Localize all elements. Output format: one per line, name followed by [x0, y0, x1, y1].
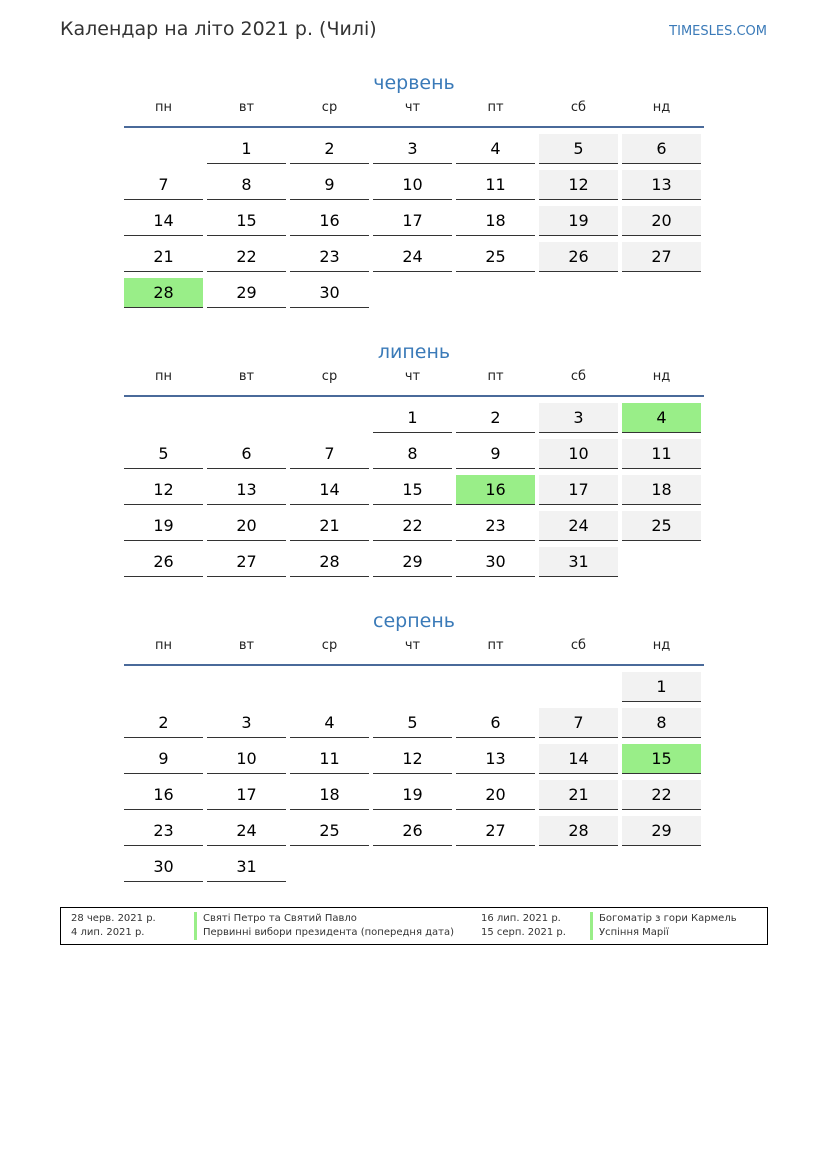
day-cell: 28 — [539, 816, 618, 846]
day-cell: 7 — [290, 439, 369, 469]
week-row — [124, 778, 704, 814]
weekday-label: пн — [155, 369, 172, 384]
day-cell: 2 — [456, 403, 535, 433]
day-cell: 23 — [290, 242, 369, 272]
day-cell: 20 — [207, 511, 286, 541]
holiday-day-cell: 15 — [622, 744, 701, 774]
day-cell: 10 — [373, 170, 452, 200]
weekday-header — [124, 367, 704, 397]
day-cell: 14 — [124, 206, 203, 236]
day-cell: 25 — [290, 816, 369, 846]
weekday-label: чт — [404, 638, 421, 653]
day-cell: 19 — [124, 511, 203, 541]
weekday-label: пн — [155, 638, 172, 653]
day-cell: 25 — [456, 242, 535, 272]
weekday-label: пт — [487, 638, 504, 653]
day-cell: 13 — [622, 170, 701, 200]
day-cell: 26 — [539, 242, 618, 272]
empty-cell — [207, 672, 286, 702]
weekday-label: сб — [570, 100, 587, 115]
day-cell: 22 — [207, 242, 286, 272]
day-cell: 2 — [124, 708, 203, 738]
weekday-label: ср — [321, 369, 338, 384]
day-cell: 23 — [124, 816, 203, 846]
day-cell: 30 — [456, 547, 535, 577]
week-row — [124, 742, 704, 778]
month-title: липень — [377, 341, 451, 363]
day-cell: 5 — [539, 134, 618, 164]
legend-date: 16 лип. 2021 р. — [481, 913, 561, 924]
day-cell: 6 — [456, 708, 535, 738]
day-cell: 12 — [124, 475, 203, 505]
week-row — [124, 132, 704, 168]
weekday-label: чт — [404, 369, 421, 384]
empty-cell — [622, 547, 701, 577]
site-link[interactable]: TIMESLES.COM — [669, 24, 767, 39]
legend-date: 4 лип. 2021 р. — [71, 927, 145, 938]
day-cell: 1 — [207, 134, 286, 164]
empty-cell — [456, 278, 535, 308]
day-cell: 10 — [539, 439, 618, 469]
day-cell: 5 — [124, 439, 203, 469]
empty-cell — [290, 403, 369, 433]
day-cell: 15 — [373, 475, 452, 505]
day-cell: 11 — [456, 170, 535, 200]
day-cell: 21 — [124, 242, 203, 272]
day-cell: 4 — [456, 134, 535, 164]
weekday-header — [124, 98, 704, 128]
day-cell: 4 — [290, 708, 369, 738]
week-row — [124, 670, 704, 706]
month-calendar — [124, 68, 704, 312]
empty-cell — [456, 852, 535, 882]
day-cell: 24 — [539, 511, 618, 541]
empty-cell — [124, 672, 203, 702]
day-cell: 26 — [124, 547, 203, 577]
empty-cell — [373, 278, 452, 308]
weekday-label: ср — [321, 100, 338, 115]
holiday-day-cell: 16 — [456, 475, 535, 505]
day-cell: 13 — [207, 475, 286, 505]
holiday-legend — [60, 907, 768, 945]
week-row — [124, 545, 704, 581]
day-cell: 20 — [456, 780, 535, 810]
empty-cell — [124, 134, 203, 164]
day-cell: 2 — [290, 134, 369, 164]
week-row — [124, 437, 704, 473]
empty-cell — [207, 403, 286, 433]
weekday-label: нд — [652, 100, 671, 115]
day-cell: 9 — [290, 170, 369, 200]
day-cell: 12 — [539, 170, 618, 200]
empty-cell — [622, 852, 701, 882]
day-cell: 1 — [622, 672, 701, 702]
legend-holiday-name: Святі Петро та Святий Павло — [194, 912, 357, 926]
weekday-label: чт — [404, 100, 421, 115]
day-cell: 27 — [622, 242, 701, 272]
day-cell: 11 — [622, 439, 701, 469]
weekday-label: пт — [487, 369, 504, 384]
legend-holiday-name: Первинні вибори президента (попередня дата) — [194, 926, 454, 940]
legend-holiday-name: Богоматір з гори Кармель — [590, 912, 737, 926]
day-cell: 16 — [290, 206, 369, 236]
empty-cell — [456, 672, 535, 702]
day-cell: 24 — [373, 242, 452, 272]
day-cell: 30 — [124, 852, 203, 882]
holiday-day-cell: 4 — [622, 403, 701, 433]
day-cell: 29 — [622, 816, 701, 846]
day-cell: 17 — [539, 475, 618, 505]
week-row — [124, 706, 704, 742]
day-cell: 21 — [539, 780, 618, 810]
day-cell: 31 — [539, 547, 618, 577]
day-cell: 5 — [373, 708, 452, 738]
day-cell: 6 — [622, 134, 701, 164]
holiday-day-cell: 28 — [124, 278, 203, 308]
empty-cell — [373, 672, 452, 702]
page-title: Календар на літо 2021 р. (Чилі) — [60, 18, 377, 40]
legend-date: 15 серп. 2021 р. — [481, 927, 566, 938]
day-cell: 22 — [373, 511, 452, 541]
week-row — [124, 473, 704, 509]
week-row — [124, 240, 704, 276]
day-cell: 9 — [456, 439, 535, 469]
day-cell: 8 — [373, 439, 452, 469]
weekday-label: ср — [321, 638, 338, 653]
day-cell: 18 — [290, 780, 369, 810]
week-row — [124, 276, 704, 312]
week-row — [124, 814, 704, 850]
day-cell: 12 — [373, 744, 452, 774]
month-title: серпень — [373, 610, 455, 632]
weekday-label: вт — [238, 100, 255, 115]
day-cell: 28 — [290, 547, 369, 577]
empty-cell — [622, 278, 701, 308]
empty-cell — [290, 672, 369, 702]
day-cell: 14 — [539, 744, 618, 774]
day-cell: 3 — [207, 708, 286, 738]
weekday-label: сб — [570, 638, 587, 653]
day-cell: 27 — [207, 547, 286, 577]
weekday-header — [124, 636, 704, 666]
week-row — [124, 850, 704, 886]
day-cell: 23 — [456, 511, 535, 541]
weekday-label: вт — [238, 638, 255, 653]
legend-holiday-name: Успіння Марії — [590, 926, 669, 940]
day-cell: 1 — [373, 403, 452, 433]
month-calendar — [124, 606, 704, 886]
weekday-label: пт — [487, 100, 504, 115]
day-cell: 22 — [622, 780, 701, 810]
day-cell: 7 — [539, 708, 618, 738]
day-cell: 29 — [373, 547, 452, 577]
weekday-label: пн — [155, 100, 172, 115]
day-cell: 27 — [456, 816, 535, 846]
day-cell: 16 — [124, 780, 203, 810]
week-row — [124, 204, 704, 240]
day-cell: 8 — [207, 170, 286, 200]
day-cell: 3 — [539, 403, 618, 433]
month-title: червень — [373, 72, 455, 94]
day-cell: 25 — [622, 511, 701, 541]
weekday-label: вт — [238, 369, 255, 384]
day-cell: 15 — [207, 206, 286, 236]
week-row — [124, 401, 704, 437]
empty-cell — [539, 672, 618, 702]
day-cell: 7 — [124, 170, 203, 200]
day-cell: 26 — [373, 816, 452, 846]
day-cell: 8 — [622, 708, 701, 738]
weekday-label: нд — [652, 638, 671, 653]
day-cell: 30 — [290, 278, 369, 308]
day-cell: 13 — [456, 744, 535, 774]
day-cell: 20 — [622, 206, 701, 236]
day-cell: 31 — [207, 852, 286, 882]
week-row — [124, 509, 704, 545]
empty-cell — [290, 852, 369, 882]
day-cell: 10 — [207, 744, 286, 774]
day-cell: 3 — [373, 134, 452, 164]
day-cell: 19 — [373, 780, 452, 810]
empty-cell — [539, 278, 618, 308]
day-cell: 29 — [207, 278, 286, 308]
day-cell: 14 — [290, 475, 369, 505]
day-cell: 17 — [373, 206, 452, 236]
day-cell: 9 — [124, 744, 203, 774]
weekday-label: нд — [652, 369, 671, 384]
day-cell: 6 — [207, 439, 286, 469]
empty-cell — [539, 852, 618, 882]
legend-date: 28 черв. 2021 р. — [71, 913, 156, 924]
day-cell: 19 — [539, 206, 618, 236]
week-row — [124, 168, 704, 204]
day-cell: 18 — [622, 475, 701, 505]
empty-cell — [373, 852, 452, 882]
day-cell: 11 — [290, 744, 369, 774]
day-cell: 17 — [207, 780, 286, 810]
day-cell: 24 — [207, 816, 286, 846]
weekday-label: сб — [570, 369, 587, 384]
month-calendar — [124, 337, 704, 581]
empty-cell — [124, 403, 203, 433]
day-cell: 18 — [456, 206, 535, 236]
day-cell: 21 — [290, 511, 369, 541]
